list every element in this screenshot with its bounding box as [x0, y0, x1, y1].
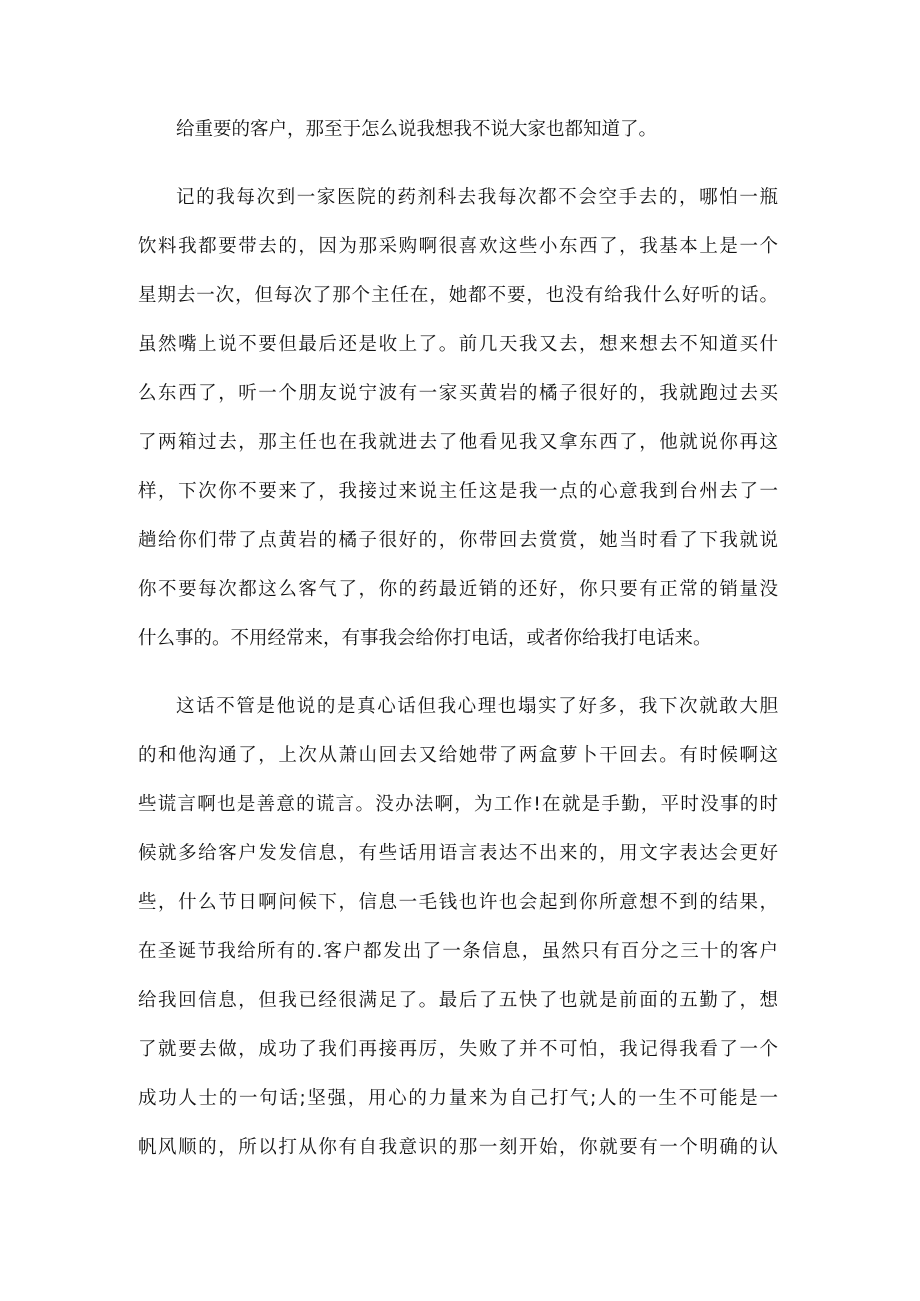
- paragraph-2-line-4: 虽然嘴上说不要但最后还是收上了。前几天我又去，想来想去不知道买什: [138, 334, 778, 355]
- paragraph-2-line-9: 你不要每次都这么客气了，你的药最近销的还好，你只要有正常的销量没: [138, 579, 778, 600]
- paragraph-1-line-1: 给重要的客户，那至于怎么说我想我不说大家也都知道了。: [176, 119, 658, 140]
- paragraph-2-line-6: 了两箱过去，那主任也在我就进去了他看见我又拿东西了，他就说你再这: [138, 432, 778, 453]
- paragraph-3-line-4: 候就多给客户发发信息，有些话用语言表达不出来的，用文字表达会更好: [138, 843, 778, 864]
- paragraph-2-line-3: 星期去一次，但每次了那个主任在，她都不要，也没有给我什么好听的话。: [138, 285, 778, 306]
- paragraph-3-line-1: 这话不管是他说的是真心话但我心理也塌实了好多，我下次就敢大胆: [176, 696, 778, 717]
- paragraph-3-line-10: 帆风顺的，所以打从你有自我意识的那一刻开始，你就要有一个明确的认: [138, 1137, 778, 1158]
- paragraph-2-line-8: 趟给你们带了点黄岩的橘子很好的，你带回去赏赏，她当时看了下我就说: [138, 530, 778, 551]
- paragraph-3-line-5: 些，什么节日啊问候下，信息一毛钱也许也会起到你所意想不到的结果，: [138, 892, 778, 913]
- paragraph-3-line-8: 了就要去做，成功了我们再接再厉，失败了并不可怕，我记得我看了一个: [138, 1039, 778, 1060]
- paragraph-2-line-5: 么东西了，听一个朋友说宁波有一家买黄岩的橘子很好的，我就跑过去买: [138, 383, 778, 404]
- paragraph-3-line-9: 成功人士的一句话;坚强，用心的力量来为自己打气;人的一生不可能是一: [138, 1088, 778, 1109]
- paragraph-2-line-2: 饮料我都要带去的，因为那采购啊很喜欢这些小东西了，我基本上是一个: [138, 236, 778, 257]
- paragraph-3-line-3: 些谎言啊也是善意的谎言。没办法啊，为工作!在就是手勤，平时没事的时: [138, 794, 778, 815]
- paragraph-2-line-10: 什么事的。不用经常来，有事我会给你打电话，或者你给我打电话来。: [138, 628, 712, 649]
- paragraph-2-line-1: 记的我每次到一家医院的药剂科去我每次都不会空手去的，哪怕一瓶: [176, 187, 778, 208]
- paragraph-3-line-7: 给我回信息，但我已经很满足了。最后了五快了也就是前面的五勤了，想: [138, 990, 778, 1011]
- paragraph-2-line-7: 样，下次你不要来了，我接过来说主任这是我一点的心意我到台州去了一: [138, 481, 778, 502]
- paragraph-3-line-2: 的和他沟通了，上次从萧山回去又给她带了两盒萝卜干回去。有时候啊这: [138, 745, 778, 766]
- paragraph-3-line-6: 在圣诞节我给所有的.客户都发出了一条信息，虽然只有百分之三十的客户: [138, 941, 778, 962]
